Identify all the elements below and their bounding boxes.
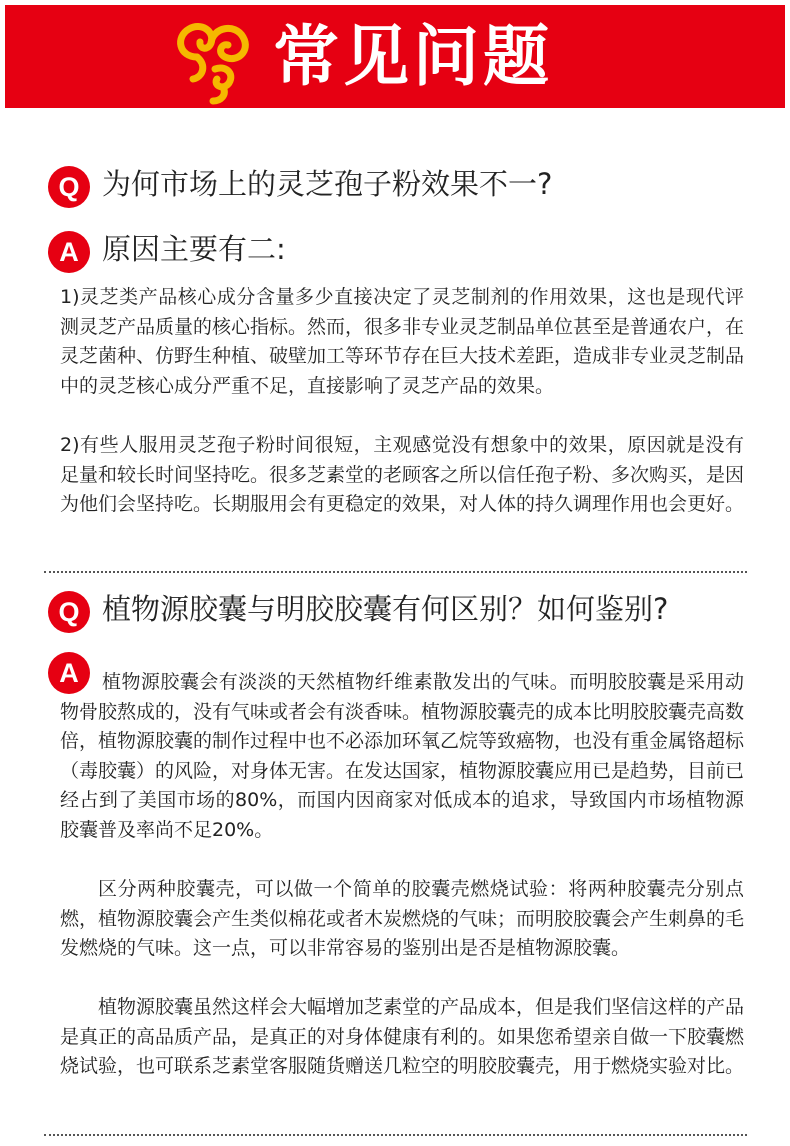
faq-answer-lead-1: 原因主要有二: bbox=[102, 232, 286, 266]
section-divider bbox=[44, 571, 747, 573]
auspicious-cloud-icon bbox=[167, 13, 255, 105]
page-title: 常见问题 bbox=[273, 18, 553, 95]
faq-2-paragraph-3: 植物源胶囊虽然这样会大幅增加芝素堂的产品成本，但是我们坚信这样的产品是真正的高品质产品，是真正的对身体健康有利的。如果您希望亲自做一下胶囊燃烧试验，也可联系芝素堂客服随货赠送几粒空的明胶胶囊壳，用于燃烧实验对比。 bbox=[60, 996, 745, 1077]
faq-2-paragraph-1: 植物源胶囊会有淡淡的天然植物纤维素散发出的气味。而明胶胶囊是采用动物骨胶熬成的，没有气味或者会有淡香味。植物源胶囊壳的成本比明胶胶囊壳高数倍，植物源胶囊的制作过程中也不必添加环氧乙烷等致癌物，也没有重金属铬超标（毒胶囊）的风险，对身体无害。在发达国家，植物源胶囊应用已是趋势，目前已经占到了美国市场的80%，而国内因商家对低成本的追求，导致国内市场植物源胶囊普及率尚不足20%。 bbox=[60, 671, 745, 841]
question-badge: Q bbox=[48, 591, 90, 633]
header-banner bbox=[5, 5, 785, 108]
answer-badge: A bbox=[48, 652, 90, 694]
answer-badge: A bbox=[48, 231, 90, 273]
question-badge: Q bbox=[48, 166, 90, 208]
faq-1-paragraph-1: 1)灵芝类产品核心成分含量多少直接决定了灵芝制剂的作用效果，这也是现代评测灵芝产品质量的核心指标。然而，很多非专业灵芝制品单位甚至是普通农户，在灵芝菌种、仿野生种植、破壁加工等环节存在巨大技术差距，造成非专业灵芝制品中的灵芝核心成分严重不足，直接影响了灵芝产品的效果。 bbox=[60, 286, 745, 397]
faq-2-paragraph-2: 区分两种胶囊壳，可以做一个简单的胶囊壳燃烧试验：将两种胶囊壳分别点燃，植物源胶囊会产生类似棉花或者木炭燃烧的气味；而明胶胶囊会产生刺鼻的毛发燃烧的气味。这一点，可以非常容易的鉴别出是否是植物源胶囊。 bbox=[60, 878, 745, 959]
faq-1-paragraph-2: 2)有些人服用灵芝孢子粉时间很短，主观感觉没有想象中的效果，原因就是没有足量和较长时间坚持吃。很多芝素堂的老顾客之所以信任孢子粉、多次购买，是因为他们会坚持吃。长期服用会有更稳定的效果，对人体的持久调理作用也会更好。 bbox=[60, 434, 745, 515]
section-divider bbox=[44, 1134, 747, 1136]
faq-question-2: 植物源胶囊与明胶胶囊有何区别？如何鉴别? bbox=[102, 592, 669, 626]
faq-question-1: 为何市场上的灵芝孢子粉效果不一? bbox=[102, 167, 553, 201]
